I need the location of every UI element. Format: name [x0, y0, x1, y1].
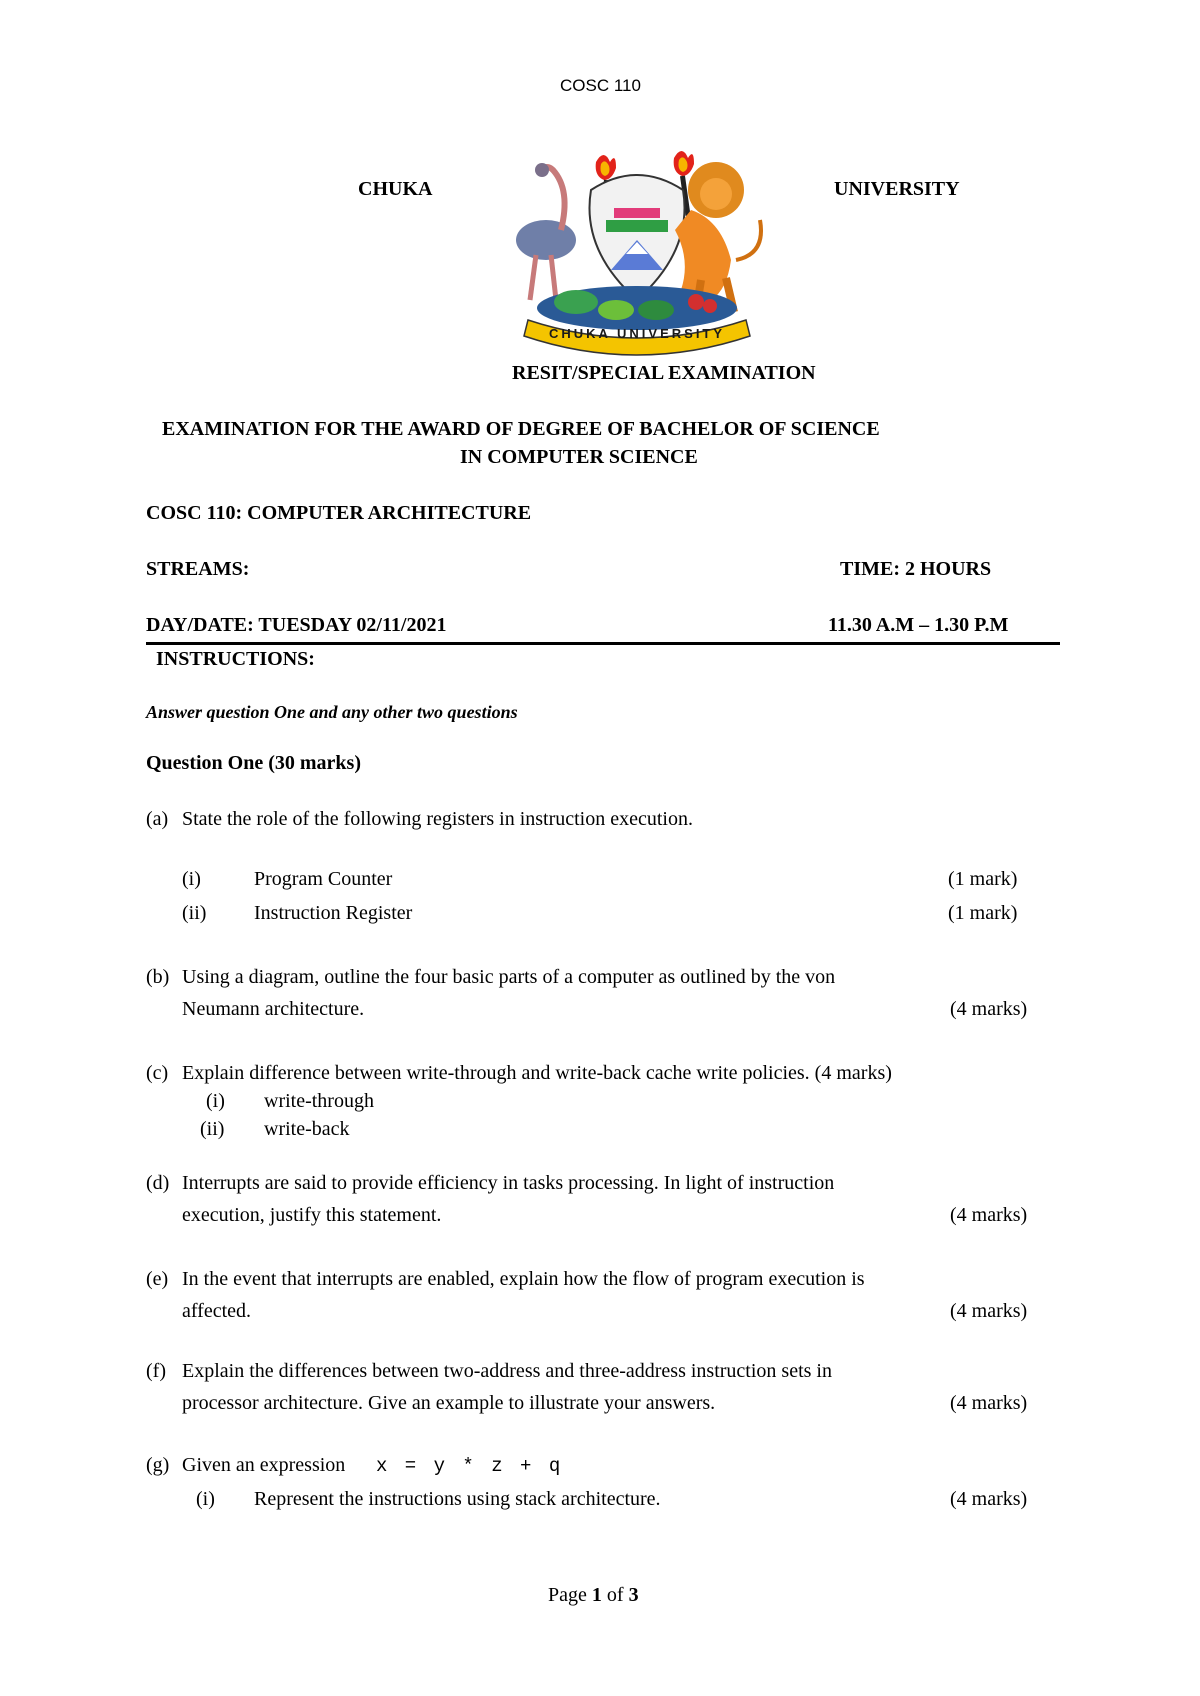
part-b-marks: (4 marks) — [950, 998, 1028, 1020]
ostrich-figure-icon — [516, 163, 576, 300]
part-a-item-num: (ii) — [182, 902, 207, 924]
crest-right-word: UNIVERSITY — [834, 178, 960, 200]
part-g-item-text: Represent the instructions using stack architecture. — [254, 1488, 661, 1510]
part-a-item-text: Instruction Register — [254, 902, 413, 924]
crest-left-word: CHUKA — [358, 178, 433, 200]
header-divider — [146, 642, 1060, 645]
part-g-text: Given an expression — [182, 1454, 346, 1476]
produce-base-icon — [537, 286, 737, 330]
award-line-2: IN COMPUTER SCIENCE — [460, 446, 698, 468]
part-d-marks: (4 marks) — [950, 1204, 1028, 1226]
award-line-1: EXAMINATION FOR THE AWARD OF DEGREE OF BACHELOR OF SCIENCE — [162, 418, 880, 440]
part-f-label: (f) — [146, 1360, 166, 1382]
streams-label: STREAMS: — [146, 558, 250, 580]
part-e-marks: (4 marks) — [950, 1300, 1028, 1322]
part-g-item-marks: (4 marks) — [950, 1488, 1028, 1510]
part-c-label: (c) — [146, 1062, 169, 1084]
part-f-marks: (4 marks) — [950, 1392, 1028, 1414]
time-label: TIME: 2 HOURS — [840, 558, 992, 580]
page-number: 1 — [591, 1584, 602, 1606]
part-a-item-marks: (1 mark) — [948, 902, 1018, 924]
header-course-code: COSC 110 — [560, 76, 641, 95]
part-b-line-2: Neumann architecture. — [182, 998, 365, 1020]
course-title: COSC 110: COMPUTER ARCHITECTURE — [146, 502, 532, 524]
part-e-line-2: affected. — [182, 1300, 252, 1322]
part-a-item-marks: (1 mark) — [948, 868, 1018, 890]
time-range: 11.30 A.M – 1.30 P.M — [828, 614, 1009, 636]
part-c-item-text: write-through — [264, 1090, 374, 1112]
part-g-expression: x = y * z + q — [376, 1455, 561, 1477]
part-b-label: (b) — [146, 966, 170, 988]
part-c-item-num: (ii) — [200, 1118, 225, 1140]
instructions-text: Answer question One and any other two questions — [146, 702, 518, 722]
date-label: DAY/DATE: TUESDAY 02/11/2021 — [146, 614, 447, 636]
part-g-item-num: (i) — [196, 1488, 215, 1510]
page-of: of — [606, 1584, 624, 1606]
part-c-line-1: Explain difference between write-through and write-back cache write policies. (4 marks) — [182, 1062, 892, 1084]
part-g-label: (g) — [146, 1454, 170, 1476]
part-a-item-text: Program Counter — [254, 868, 393, 890]
part-d-label: (d) — [146, 1172, 170, 1194]
instructions-heading: INSTRUCTIONS: — [156, 648, 315, 670]
question-one-heading: Question One (30 marks) — [146, 752, 361, 774]
part-e-label: (e) — [146, 1268, 169, 1290]
part-c-item-text: write-back — [264, 1118, 350, 1140]
part-f-line-1: Explain the differences between two-address and three-address instruction sets in — [182, 1360, 832, 1382]
page-footer — [548, 1584, 639, 1607]
part-e-line-1: In the event that interrupts are enabled, explain how the flow of program execution is — [182, 1268, 865, 1290]
exam-type-title: RESIT/SPECIAL EXAMINATION — [512, 362, 816, 384]
part-f-line-2: processor architecture. Give an example to illustrate your answers. — [182, 1392, 716, 1414]
part-b-line-1: Using a diagram, outline the four basic parts of a computer as outlined by the von — [182, 966, 836, 988]
university-crest-logo — [506, 150, 768, 356]
part-d-line-1: Interrupts are said to provide efficiency in tasks processing. In light of instruction — [182, 1172, 835, 1194]
page-prefix: Page — [548, 1584, 587, 1606]
crest-banner-text: CHUKA UNIVERSITY — [548, 326, 726, 341]
part-a-item-num: (i) — [182, 868, 201, 890]
part-a-text: State the role of the following registers in instruction execution. — [182, 808, 693, 830]
university-banner — [524, 320, 750, 355]
part-c-item-num: (i) — [206, 1090, 225, 1112]
page-total: 3 — [628, 1584, 639, 1606]
part-a-label: (a) — [146, 808, 169, 830]
shield-icon — [589, 175, 684, 300]
part-d-line-2: execution, justify this statement. — [182, 1204, 442, 1226]
